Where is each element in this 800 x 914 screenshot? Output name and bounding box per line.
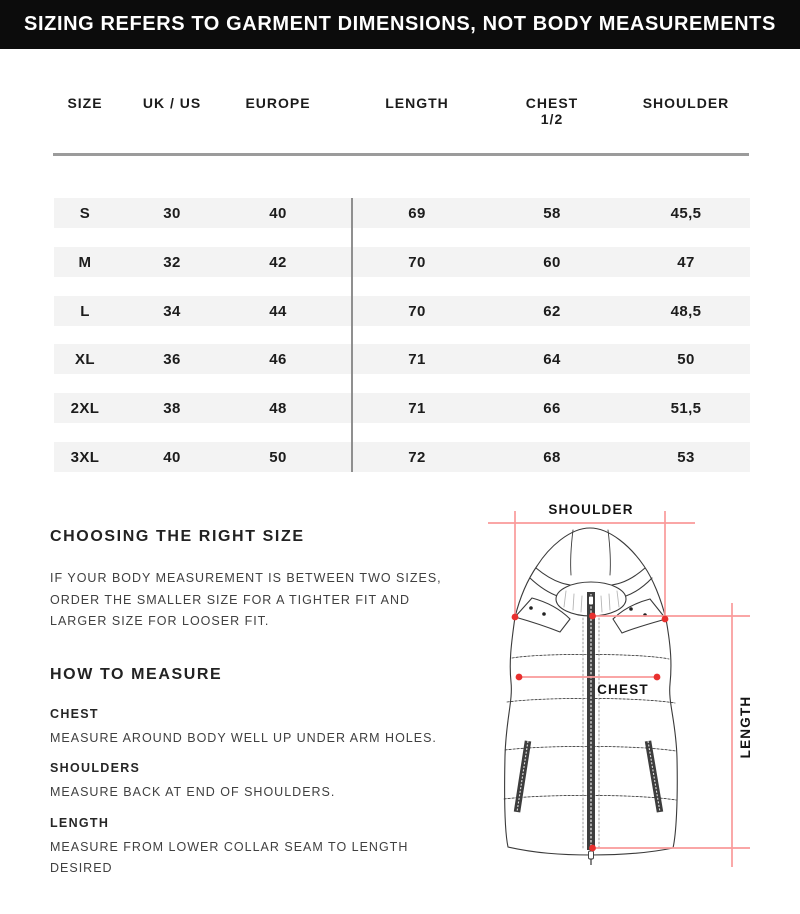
cell-shoulder: 47 (677, 253, 695, 271)
cell-europe: 40 (269, 204, 287, 222)
vest-diagram (480, 495, 800, 885)
choosing-size-text (50, 568, 442, 633)
table-row-m (54, 247, 750, 277)
zipper-pull-top (589, 596, 594, 605)
cell-uk-us: 40 (163, 448, 181, 466)
zipper-pull-bottom (589, 851, 594, 859)
cell-uk-us: 36 (163, 350, 181, 368)
front-zipper (587, 592, 595, 865)
banner-text: SIZING REFERS TO GARMENT DIMENSIONS, NOT BODY MEASUREMENTS (24, 13, 776, 35)
cell-size: 3XL (70, 448, 100, 466)
cell-length: 70 (408, 253, 426, 271)
choosing-size-heading: CHOOSING THE RIGHT SIZE (50, 528, 305, 545)
cell-chest: 66 (543, 399, 561, 417)
cell-shoulder: 48,5 (670, 302, 702, 320)
shoulder-diagram-label: SHOULDER (548, 502, 634, 517)
col-header-length: LENGTH (385, 95, 449, 111)
cell-length: 69 (408, 204, 426, 222)
cell-size: L (80, 302, 90, 320)
col-header-chest-line2: 1/2 (540, 111, 564, 127)
col-spacer (328, 95, 352, 127)
col-header-chest-line1: CHEST (525, 95, 579, 111)
header-underline (53, 153, 749, 156)
table-row-l (54, 296, 750, 326)
cell-chest: 68 (543, 448, 561, 466)
col-header-shoulder: SHOULDER (642, 95, 730, 111)
col-header-size: SIZE (67, 95, 103, 111)
cell-length: 71 (408, 350, 426, 368)
body-right-edge (666, 619, 677, 848)
cell-length: 71 (408, 399, 426, 417)
cell-shoulder: 51,5 (670, 399, 702, 417)
cell-shoulder: 53 (677, 448, 695, 466)
table-row-s (54, 198, 750, 228)
measure-chest-text: MEASURE AROUND BODY WELL UP UNDER ARM HOLES. (50, 731, 437, 745)
size-table-header (54, 95, 750, 127)
cell-shoulder: 45,5 (670, 204, 702, 222)
sizing-disclaimer-banner (0, 0, 800, 49)
cell-length: 70 (408, 302, 426, 320)
chest-diagram-label: CHEST (597, 682, 649, 697)
cell-uk-us: 38 (163, 399, 181, 417)
cell-europe: 50 (269, 448, 287, 466)
how-to-measure-heading: HOW TO MEASURE (50, 666, 223, 683)
cell-chest: 64 (543, 350, 561, 368)
body-left-edge (505, 617, 515, 847)
cell-uk-us: 34 (163, 302, 181, 320)
cell-europe: 48 (269, 399, 287, 417)
cell-size: XL (75, 350, 95, 368)
table-row-2xl (54, 393, 750, 423)
table-vertical-divider (351, 198, 353, 472)
cell-length: 72 (408, 448, 426, 466)
hood-seam (571, 530, 573, 575)
measure-chest-label: CHEST (50, 707, 99, 721)
measure-length-text (50, 837, 408, 879)
measure-shoulders-label: SHOULDERS (50, 761, 141, 775)
cell-uk-us: 32 (163, 253, 181, 271)
choosing-size-line: LARGER SIZE FOR LOOSER FIT. (50, 614, 270, 628)
measure-length-line: DESIRED (50, 861, 113, 875)
measure-length-line: MEASURE FROM LOWER COLLAR SEAM TO LENGTH (50, 840, 409, 854)
cell-size: M (78, 253, 92, 271)
cell-chest: 58 (543, 204, 561, 222)
choosing-size-line: IF YOUR BODY MEASUREMENT IS BETWEEN TWO SIZES, (50, 571, 442, 585)
hood-seam (608, 530, 610, 575)
col-header-europe: EUROPE (245, 95, 311, 111)
table-row-xl (54, 344, 750, 374)
table-row-3xl (54, 442, 750, 472)
cell-europe: 46 (269, 350, 287, 368)
choosing-size-line: ORDER THE SMALLER SIZE FOR A TIGHTER FIT AND (50, 592, 411, 607)
col-header-uk-us: UK / US (142, 95, 202, 111)
cell-chest: 60 (543, 253, 561, 271)
length-diagram-label: LENGTH (738, 695, 753, 759)
measure-length-label: LENGTH (50, 816, 110, 830)
col-header-chest (482, 95, 622, 127)
cell-uk-us: 30 (163, 204, 181, 222)
cell-europe: 42 (269, 253, 287, 271)
cell-size: 2XL (70, 399, 100, 417)
cell-europe: 44 (269, 302, 287, 320)
cell-size: S (79, 204, 91, 222)
cell-shoulder: 50 (677, 350, 695, 368)
cell-chest: 62 (543, 302, 561, 320)
measure-shoulders-text: MEASURE BACK AT END OF SHOULDERS. (50, 785, 336, 799)
